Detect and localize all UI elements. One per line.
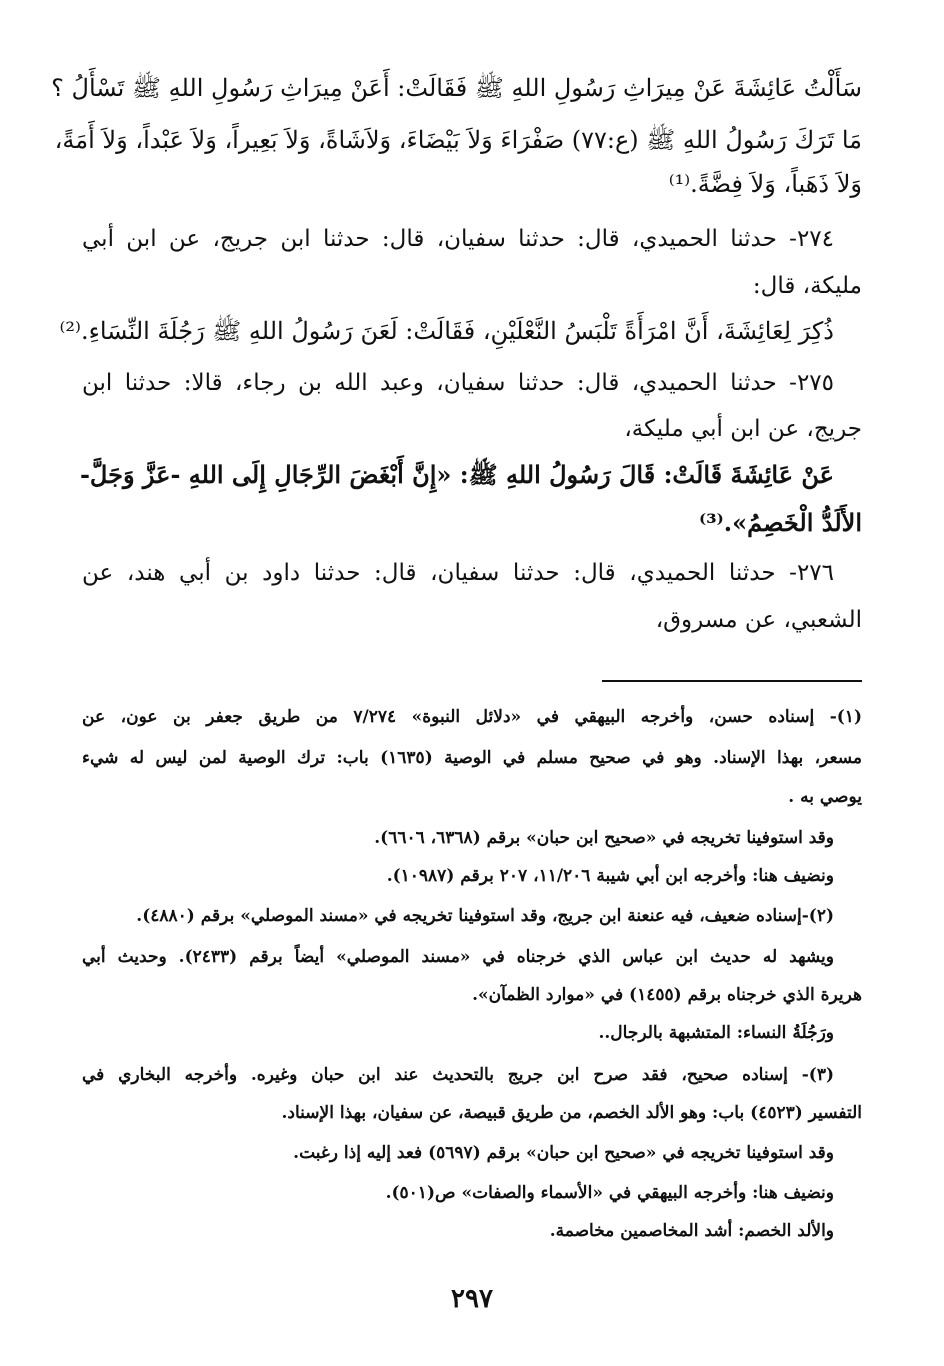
isnad-line: جريج، عن ابن أبي مليكة،	[624, 416, 862, 442]
hadith-text-line: مَا تَرَكَ رَسُولُ اللهِ ﷺ (ع:٧٧) صَفْرَاءَ وَلاَ بَيْضَاءَ، وَلاَشَاةً، وَلاَ بَعِيراً، وَلاَ عَبْداً، وَلاَ أَمَةً،	[54, 126, 862, 154]
footnote-line: هريرة الذي خرجناه برقم (١٤٥٥) في «موارد الظمآن».	[472, 985, 862, 1005]
footnote-line: وقد استوفينا تخريجه في «صحيح ابن حبان» برقم (٦٣٦٨، ٦٦٠٦).	[374, 828, 834, 848]
hadith-text-line: عَنْ عَائِشَةَ قَالَتْ: قَالَ رَسُولُ اللهِ ﷺ: «إِنَّ أَبْغَضَ الرِّجَالِ إِلَى اللهِ -عَزَّ وَجَلَّ-	[79, 460, 834, 489]
isnad-line: ٢٧٦- حدثنا الحميدي، قال: حدثنا سفيان، قال: حدثنا داود بن أبي هند، عن	[82, 560, 834, 586]
footnote-line: يوصي به .	[788, 787, 862, 807]
hadith-text-line: سَأَلْتُ عَائِشَةَ عَنْ مِيرَاثِ رَسُولِ اللهِ ﷺ فَقَالَتْ: أَعَنْ مِيرَاثِ رَسُولِ اللهِ ﷺ تَسْأَلُ ؟	[51, 74, 862, 102]
footnote-line: ونضيف هنا: وأخرجه ابن أبي شيبة ١١/٢٠٦، ٢٠٧ برقم (١٠٩٨٧).	[386, 866, 834, 886]
footnote-line: والألد الخصم: أشد المخاصمين مخاصمة.	[549, 1221, 834, 1241]
isnad-line: الشعبي، عن مسروق،	[655, 607, 862, 633]
footnote-separator	[602, 680, 862, 682]
hadith-text-line: ذُكِرَ لِعَائِشَةَ، أَنَّ امْرَأَةً تَلْبَسُ النَّعْلَيْنِ، فَقَالَتْ: لَعَنَ رَسُولُ اللهِ ﷺ رَجُلَةَ النِّسَاءِ.⁽²⁾	[59, 317, 834, 345]
footnote-line: (٢)-إسناده ضعيف، فيه عنعنة ابن جريج، وقد استوفينا تخريجه في «مسند الموصلي» برقم (٤٨٨٠).	[136, 906, 834, 926]
footnote-line: التفسير (٤٥٢٣) باب: وهو الألد الخصم، من طريق قبيصة، عن سفيان، بهذا الإسناد.	[281, 1103, 862, 1123]
footnote-line: مسعر، بهذا الإسناد. وهو في صحيح مسلم في الوصية (١٦٣٥) باب: ترك الوصية لمن ليس له شيء	[82, 748, 862, 768]
hadith-text-line: الأَلَدُّ الْخَصِمُ».⁽³⁾	[698, 508, 862, 537]
footnote-line: ويشهد له حديث ابن عباس الذي خرجناه في «مسند الموصلي» أيضاً برقم (٢٤٣٣). وحديث أبي	[82, 947, 834, 967]
isnad-line: مليكة، قال:	[752, 273, 862, 299]
hadith-text-line: وَلاَ ذَهَباً، وَلاَ فِضَّةً.⁽¹⁾	[668, 170, 862, 198]
footnote-line: ونضيف هنا: وأخرجه البيهقي في «الأسماء والصفات» ص(٥٠١).	[385, 1183, 834, 1203]
footnote-line: وقد استوفينا تخريجه في «صحيح ابن حبان» برقم (٥٦٩٧) فعد إليه إذا رغبت.	[293, 1143, 834, 1163]
isnad-line: ٢٧٤- حدثنا الحميدي، قال: حدثنا سفيان، قال: حدثنا ابن جريج، عن ابن أبي	[82, 226, 834, 252]
isnad-line: ٢٧٥- حدثنا الحميدي، قال: حدثنا سفيان، وعبد الله بن رجاء، قالا: حدثنا ابن	[82, 370, 834, 396]
footnote-line: (١)- إسناده حسن، وأخرجه البيهقي في «دلائل النبوة» ٧/٢٧٤ من طريق جعفر بن عون، عن	[82, 707, 862, 727]
footnote-line: (٣)- إسناده صحيح، فقد صرح ابن جريج بالتحديث عند ابن حبان وغيره. وأخرجه البخاري في	[82, 1065, 834, 1085]
footnote-line: ورَجُلَةُ النساء: المتشبهة بالرجال..	[598, 1023, 834, 1043]
page-number: ٢٩٧	[451, 1284, 493, 1314]
